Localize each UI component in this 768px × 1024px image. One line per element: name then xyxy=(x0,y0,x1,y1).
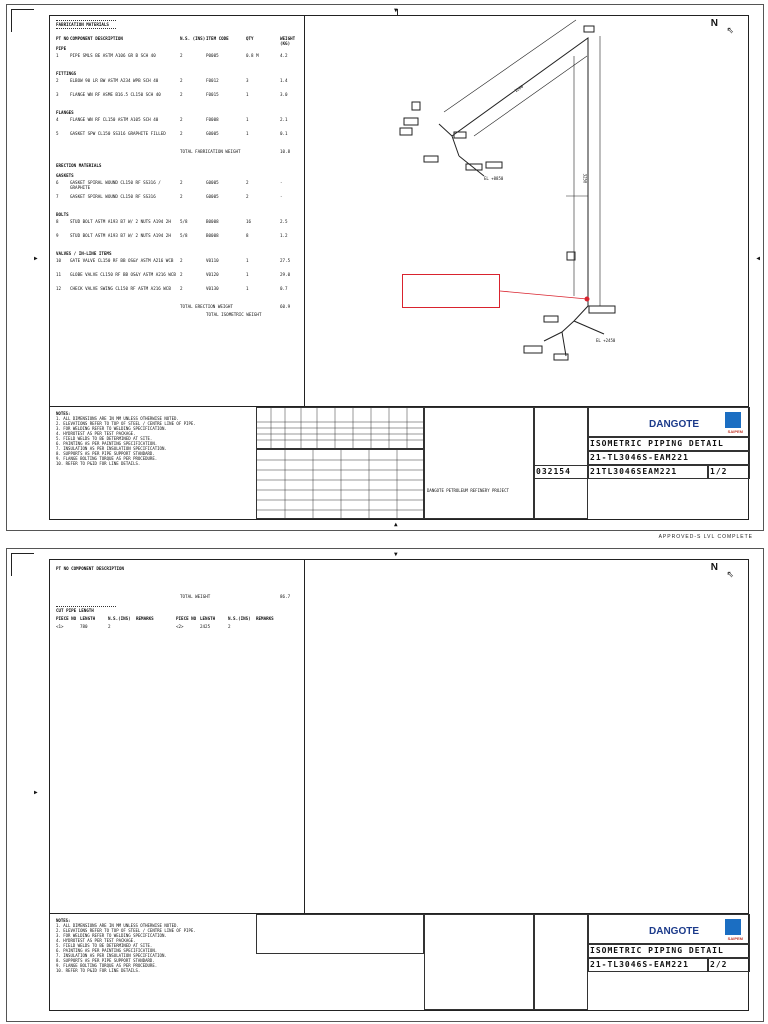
iso-piping-svg xyxy=(304,16,748,414)
isometric-drawing xyxy=(304,560,748,914)
document-number: 032154 xyxy=(534,465,588,479)
note-line: 1. ALL DIMENSIONS ARE IN MM UNLESS OTHERWISE NOTED. xyxy=(56,416,179,421)
isometric-drawing xyxy=(304,16,748,407)
contractor-logo-icon xyxy=(725,919,741,935)
bom-section-label: PIPE xyxy=(56,46,67,51)
approval-cell xyxy=(534,407,588,519)
revision-grid xyxy=(256,914,424,954)
center-arrow-icon: ◀ xyxy=(756,255,760,262)
cut-col-header: N.S.(INS) xyxy=(228,616,251,621)
cut-pipe-title: CUT PIPE LENGTH xyxy=(56,608,94,613)
cut-col-header: LENGTH xyxy=(200,616,216,621)
bom-title: FABRICATION MATERIALS xyxy=(56,22,109,27)
company-logo: DANGOTE xyxy=(649,926,699,937)
cut-col-header: N.S.(INS) xyxy=(108,616,131,621)
note-line: 7. INSULATION AS PER INSULATION SPECIFICATION. xyxy=(56,953,167,958)
note-line: 7. INSULATION AS PER INSULATION SPECIFICATION. xyxy=(56,446,167,451)
elevation-label: EL +8850 xyxy=(484,176,504,181)
center-arrow-icon: ▼ xyxy=(394,551,398,558)
cut-col-header: PIECE NO xyxy=(56,616,77,621)
north-arrow-icon: ⇖ xyxy=(726,566,734,580)
sheet-number: 2/2 xyxy=(708,958,750,972)
note-line: 9. FLANGE BOLTING TORQUE AS PER PROCEDURE. xyxy=(56,963,158,968)
approval-stamp: APPROVED-S LVL COMPLETE xyxy=(658,534,753,540)
bom-section-title: ERECTION MATERIALS xyxy=(56,163,102,168)
line-number: 21-TL3046S-EAM221 xyxy=(588,451,750,465)
dim-label: 3250 xyxy=(582,173,588,184)
bill-of-materials: FABRICATION MATERIALS PT NO COMPONENT DESCRIPTION N.S. (INS) ITEM CODE QTY WEIGHT (KG) PIPE 1 PIPE SMLS BE ASTM A106 GR B SCH 40 2 P0005 0.8 M 4.2 FITTINGS 2 ELBOW 90 LR BW ASTM A234 WPB SCH 40 2 F0012 3 1.4 3 FLANGE WN RF ASME B16.5 CL150 SCH 40 2 F0015 1 3.0 FLANGES 4 FLANGE WN RF CL150 ASTM A105 SCH 40 2 F0008 1 2.1 5 GASKET SPW CL150 SS316 GRAPHITE FILLED 2 G0005 1 0.1 TOTAL FABRICATION WEIGHT 10.8 ERECTION MATERIALS GASKETS 6 GASKET SPIRAL WOUND CL150 RF SS316 / GRAPHITE 2 G0005 2 - 7 GASKET SPIRAL WOUND CL150 RF SS316 2 G0005 2 - BOLTS 8 STUD BOLT ASTM A193 B7 W/ 2 NUTS A194 2H 5/8 B0008 16 2.5 9 STUD BOLT ASTM A193 B7 W/ 2 NUTS A194 2H 5/8 B0008 8 1.2 VALVES / IN-LINE ITEMS 10 GATE VALVE CL150 RF BB OS&Y ASTM A216 WCB 2 V0110 1 27.5 11 GLOBE VALVE CL150 RF BB OS&Y ASTM A216 WCB 2 V0120 1 29.0 12 CHECK VALVE SWING CL150 RF ASTM A216 WCB 2 V0130 1 0.7 TOTAL ERECTION WEIGHT 60.9 TOTAL ISOMETRIC WEIGHT xyxy=(50,16,305,407)
note-line: 6. PAINTING AS PER PAINTING SPECIFICATION. xyxy=(56,948,158,953)
notes-section: NOTES: 1. ALL DIMENSIONS ARE IN MM UNLESS OTHERWISE NOTED. 2. ELEVATIONS REFER TO TOP OF STEEL / CENTRE LINE OF PIPE. 3. FOR WELDING REFER TO WELDING SPECIFICATION. 4. HYDROTEST AS PER TEST PACKAGE. 5. FIELD WELDS TO BE DETERMINED AT SITE. 6. PAINTING AS PER PAINTING SPECIFICATION. 7. INSULATION AS PER INSULATION SPECIFICATION. 8. SUPPORTS AS PER PIPE SUPPORT STANDARD. 9. FLANGE BOLTING TORQUE AS PER PROCEDURE. 10. REFER TO P&ID FOR LINE DETAILS. xyxy=(56,918,256,973)
note-line: 5. FIELD WELDS TO BE DETERMINED AT SITE. xyxy=(56,943,153,948)
dim-label: 1200 xyxy=(513,83,525,94)
logo-cell: DANGOTE SAIPEM xyxy=(588,407,750,437)
cut-col-header: REMARKS xyxy=(136,616,154,621)
cut-col-header: LENGTH xyxy=(80,616,96,621)
note-line: 4. HYDROTEST AS PER TEST PACKAGE. xyxy=(56,431,136,436)
project-info-cell: DANGOTE PETROLEUM REFINERY PROJECT xyxy=(424,407,534,519)
cut-col-header: PIECE NO xyxy=(176,616,197,621)
center-arrow-icon: ▶ xyxy=(34,789,38,796)
elevation-label: EL +2450 xyxy=(596,338,616,343)
title-block xyxy=(50,913,748,1010)
north-label: N xyxy=(710,562,718,573)
highlight-box xyxy=(402,274,500,308)
drawing-frame xyxy=(49,15,749,520)
bom-section-label: VALVES / IN-LINE ITEMS xyxy=(56,251,112,256)
note-line: 3. FOR WELDING REFER TO WELDING SPECIFICATION. xyxy=(56,426,167,431)
note-line: 2. ELEVATIONS REFER TO TOP OF STEEL / CENTRE LINE OF PIPE. xyxy=(56,421,196,426)
sheet-number: 1/2 xyxy=(708,465,750,479)
revision-grid xyxy=(256,407,424,449)
drawing-frame xyxy=(49,559,749,1011)
note-line: 10. REFER TO P&ID FOR LINE DETAILS. xyxy=(56,461,141,466)
note-line: 10. REFER TO P&ID FOR LINE DETAILS. xyxy=(56,968,141,973)
note-line: 9. FLANGE BOLTING TORQUE AS PER PROCEDURE. xyxy=(56,456,158,461)
note-line: 6. PAINTING AS PER PAINTING SPECIFICATION. xyxy=(56,441,158,446)
corner-mark xyxy=(11,553,34,576)
center-arrow-icon: ▼ xyxy=(394,7,398,14)
note-line: 4. HYDROTEST AS PER TEST PACKAGE. xyxy=(56,938,136,943)
bom-section-label: BOLTS xyxy=(56,212,69,217)
notes-section: NOTES: 1. ALL DIMENSIONS ARE IN MM UNLESS OTHERWISE NOTED. 2. ELEVATIONS REFER TO TOP OF STEEL / CENTRE LINE OF PIPE. 3. FOR WELDING REFER TO WELDING SPECIFICATION. 4. HYDROTEST AS PER TEST PACKAGE. 5. FIELD WELDS TO BE DETERMINED AT SITE. 6. PAINTING AS PER PAINTING SPECIFICATION. 7. INSULATION AS PER INSULATION SPECIFICATION. 8. SUPPORTS AS PER PIPE SUPPORT STANDARD. 9. FLANGE BOLTING TORQUE AS PER PROCEDURE. 10. REFER TO P&ID FOR LINE DETAILS. xyxy=(56,411,256,466)
drawing-title: ISOMETRIC PIPING DETAIL xyxy=(588,437,750,451)
center-arrow-icon: ▶ xyxy=(34,255,38,262)
cut-cell: 2425 xyxy=(200,624,211,629)
logo-cell: DANGOTE SAIPEM xyxy=(588,914,750,944)
company-logo: DANGOTE xyxy=(649,419,699,430)
contractor-logo-icon xyxy=(725,412,741,428)
note-line: 2. ELEVATIONS REFER TO TOP OF STEEL / CENTRE LINE OF PIPE. xyxy=(56,928,196,933)
cut-cell: 2 xyxy=(108,624,111,629)
approval-cell xyxy=(534,914,588,1010)
cut-cell: <1> xyxy=(56,624,64,629)
reference-grid xyxy=(256,449,424,519)
drawing-number: 21TL3046SEAM221 xyxy=(588,465,708,479)
note-line: 8. SUPPORTS AS PER PIPE SUPPORT STANDARD. xyxy=(56,958,155,963)
title-block xyxy=(50,406,748,519)
line-number: 21-TL3046S-EAM221 xyxy=(588,958,708,972)
corner-mark xyxy=(11,9,34,32)
cut-cell: 2 xyxy=(228,624,231,629)
bom-section-label: FITTINGS xyxy=(56,71,77,76)
note-line: 1. ALL DIMENSIONS ARE IN MM UNLESS OTHERWISE NOTED. xyxy=(56,923,179,928)
north-arrow-icon: ⇖ xyxy=(726,22,734,36)
north-label: N xyxy=(710,18,718,29)
cut-cell: <2> xyxy=(176,624,184,629)
note-line: 8. SUPPORTS AS PER PIPE SUPPORT STANDARD. xyxy=(56,451,155,456)
bill-of-materials: PT NO COMPONENT DESCRIPTION TOTAL WEIGHT 86.7 CUT PIPE LENGTH PIECE NO LENGTH N.S.(INS) REMARKS PIECE NO LENGTH N.S.(INS) REMARKS <1> 780 2 <2> 2425 2 xyxy=(50,560,305,914)
center-arrow-icon: ▲ xyxy=(394,521,398,528)
bom-header-row: PT NO COMPONENT DESCRIPTION xyxy=(56,566,125,571)
cut-cell: 780 xyxy=(80,624,88,629)
project-info-cell xyxy=(424,914,534,1010)
note-line: 3. FOR WELDING REFER TO WELDING SPECIFICATION. xyxy=(56,933,167,938)
bom-section-label: GASKETS xyxy=(56,173,74,178)
drawing-sheet-2 xyxy=(6,548,764,1022)
cut-col-header: REMARKS xyxy=(256,616,274,621)
note-line: 5. FIELD WELDS TO BE DETERMINED AT SITE. xyxy=(56,436,153,441)
drawing-title: ISOMETRIC PIPING DETAIL xyxy=(588,944,750,958)
bom-section-label: FLANGES xyxy=(56,110,74,115)
drawing-sheet-1 xyxy=(6,4,764,540)
